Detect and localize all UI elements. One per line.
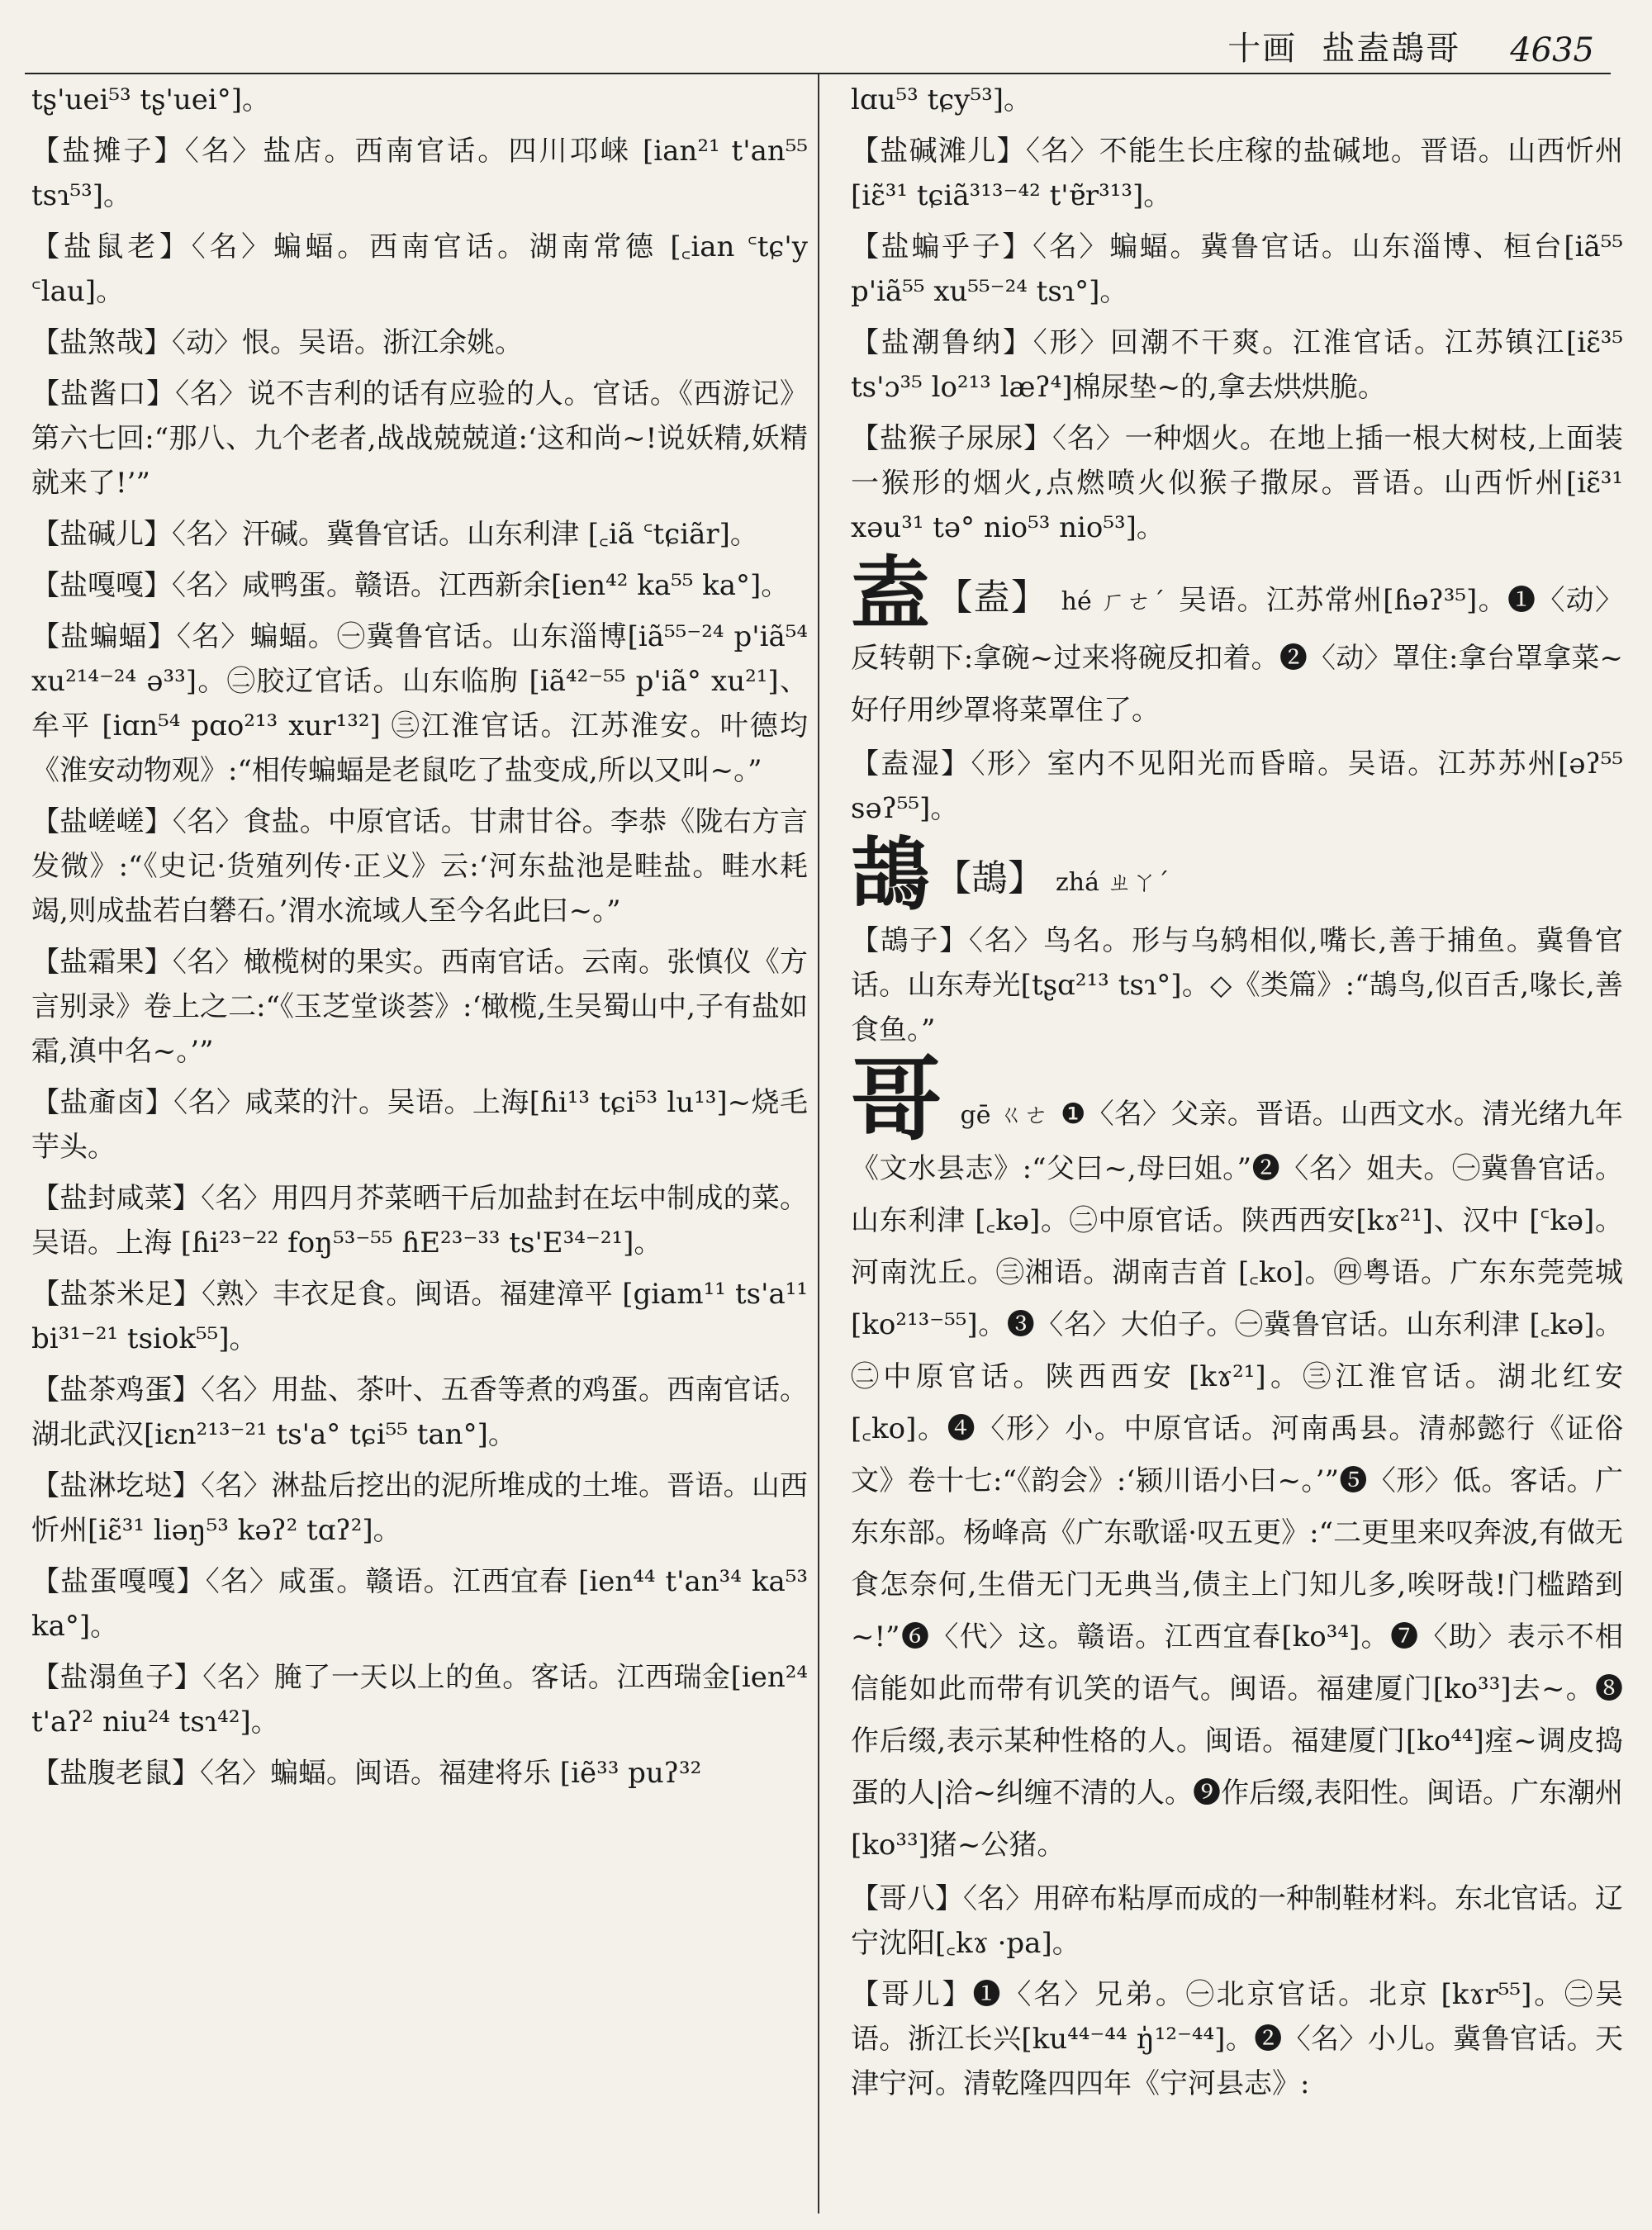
entry: 【盐煞哉】〈动〉恨。吴语。浙江余姚。 — [31, 326, 523, 359]
trad-form: 【盍】 — [936, 576, 1049, 619]
definition: 吴语。江苏常州[ɦəʔ³⁵]。❶〈动〉反转朝下:拿碗~过来将碗反扣着。❷〈动〉罩住:拿台罩拿菜~好仔用纱罩将菜罩住了。 — [851, 584, 1623, 727]
trad-form: 【鴶】 — [935, 857, 1044, 899]
entry: 【哥八】〈名〉用碎布粘厚而成的一种制鞋材料。东北官话。辽宁沈阳[꜀kɤ ·pa]。 — [851, 1882, 1623, 1960]
left-column — [31, 78, 808, 2213]
entry: 【盐鼠老】〈名〉蝙蝠。西南官话。湖南常德 [꜀ian ꜂tɕ'y ꜂lau]。 — [31, 230, 808, 308]
header-chars: 盐盍鴶哥 — [1322, 30, 1461, 68]
entry: 【哥儿】❶〈名〉兄弟。㊀北京官话。北京 [kɤr⁵⁵]。㊁吴语。浙江长兴[ku⁴⁴⁻⁴⁴ ŋ̍¹²⁻⁴⁴]。❷〈名〉小儿。冀鲁官话。天津宁河。清乾隆四四年《宁河县志》: — [851, 1978, 1623, 2100]
entry: 【盍湿】〈形〉室内不见阳光而昏暗。吴语。江苏苏州[əʔ⁵⁵ səʔ⁵⁵]。 — [851, 747, 1623, 825]
pinyin: gē ㄍㄜ — [960, 1101, 1049, 1130]
page-header — [1227, 12, 1594, 69]
char-entry-he — [851, 547, 1623, 735]
entry: 【盐茶米足】〈熟〉丰衣足食。闽语。福建漳平 [giam¹¹ ts'a¹¹ bi³¹⁻²¹ tsiok⁵⁵]。 — [31, 1278, 808, 1355]
pinyin: hé ㄏㄜˊ — [1061, 587, 1166, 616]
entry: 【盐淋圪垯】〈名〉淋盐后挖出的泥所堆成的土堆。晋语。山西忻州[iɛ̃³¹ liəŋ⁵³ kəʔ² tɑʔ²]。 — [31, 1469, 808, 1547]
entry: 【盐嵯嵯】〈名〉食盐。中原官话。甘肃甘谷。李恭《陇右方言发微》:“《史记·货殖列传·正义》云:‘河东盐池是畦盐。畦水耗竭,则成盐若白礬石。’渭水流域人至今名此曰~。” — [31, 805, 808, 928]
entry: tʂ'uei⁵³ tʂ'uei°]。 — [31, 83, 271, 116]
entry: 【盐猴子尿尿】〈名〉一种烟火。在地上插一根大树枝,上面装一猴形的烟火,点燃喷火似猴子撒尿。晋语。山西忻州[iɛ̃³¹ xəu³¹ tə° nio⁵³ nio⁵³]。 — [851, 422, 1623, 544]
entry: 【盐齑卤】〈名〉咸菜的汁。吴语。上海[ɦi¹³ tɕi⁵³ lu¹³]~烧毛芋头。 — [31, 1086, 808, 1164]
entry: 【盐蝙蝠】〈名〉蝙蝠。㊀冀鲁官话。山东淄博[iã⁵⁵⁻²⁴ p'iã⁵⁴ xu²¹⁴⁻²⁴ ə³³]。㊁胶辽官话。山东临朐 [iã⁴²⁻⁵⁵ p'iã° xu²¹]、牟平 [iɑn⁵⁴ pɑo²¹³ xur¹³²] ㊂江淮官话。江苏淮安。叶德均《淮安动物观》:“相传蝙蝠是老鼠吃了盐变成,所以又叫~。” — [31, 620, 808, 787]
entry: 【盐摊子】〈名〉盐店。西南官话。四川邛崃 [ian²¹ t'an⁵⁵ tsɿ⁵³]。 — [31, 135, 808, 212]
entry: 【盐潮鲁纳】〈形〉回潮不干爽。江淮官话。江苏镇江[iɛ̃³⁵ ts'ɔ³⁵ lo²¹³ læʔ⁴]棉尿垫~的,拿去烘烘脆。 — [851, 326, 1623, 404]
entry: 【盐腹老鼠】〈名〉蝙蝠。闽语。福建将乐 [iẽ³³ puʔ³² — [31, 1757, 702, 1790]
char-entry-ge — [851, 1046, 1623, 1870]
entry: 【盐碱滩儿】〈名〉不能生长庄稼的盐碱地。晋语。山西忻州[iɛ̃³¹ tɕiã³¹³⁻⁴² t'ɐ̃r³¹³]。 — [851, 135, 1623, 212]
head-char: 哥 — [851, 1046, 942, 1153]
char-entry-zha — [851, 828, 1623, 921]
entry: 【盐封咸菜】〈名〉用四月芥菜晒干后加盐封在坛中制成的菜。吴语。上海 [ɦi²³⁻²² foŋ⁵³⁻⁵⁵ ɦE²³⁻³³ ts'E³⁴⁻²¹]。 — [31, 1182, 808, 1260]
stroke-count: 十画 — [1227, 30, 1298, 68]
entry: 【盐蝙乎子】〈名〉蝙蝠。冀鲁官话。山东淄博、桓台[iã⁵⁵ p'iã⁵⁵ xu⁵⁵⁻²⁴ tsɿ°]。 — [851, 230, 1623, 308]
head-char: 鴶 — [851, 828, 930, 921]
column-divider — [818, 74, 819, 2213]
entry: 【盐酱口】〈名〉说不吉利的话有应验的人。官话。《西游记》第六七回:“那八、九个老者,战战兢兢道:‘这和尚~!说妖精,妖精就来了!’” — [31, 377, 808, 500]
entry: 【盐茶鸡蛋】〈名〉用盐、茶叶、五香等煮的鸡蛋。西南官话。湖北武汉[iɛn²¹³⁻²¹ ts'a° tɕi⁵⁵ tan°]。 — [31, 1374, 808, 1451]
entry: 【盐蛋嘎嘎】〈名〉咸蛋。赣语。江西宜春 [ien⁴⁴ t'an³⁴ ka⁵³ ka°]。 — [31, 1565, 808, 1643]
entry: 【盐碱儿】〈名〉汗碱。冀鲁官话。山东利津 [꜀iã ꜂tɕiãr]。 — [31, 518, 758, 551]
entry: 【盐霜果】〈名〉橄榄树的果实。西南官话。云南。张慎仪《方言别录》卷上之二:“《玉芝堂谈荟》:‘橄榄,生吴蜀山中,子有盐如霜,滇中名~。’” — [31, 946, 808, 1068]
page-number: 4635 — [1510, 31, 1594, 69]
definition: ❶〈名〉父亲。晋语。山西文水。清光绪九年《文水县志》:“父曰~,母曰姐。”❷〈名〉姐夫。㊀冀鲁官话。山东利津 [꜀kə]。㊁中原官话。陕西西安[kɤ²¹]、汉中 [꜂kə]。河南沈丘。㊂湘语。湖南吉首 [꜀ko]。㊃粤语。广东东莞莞城[ko²¹³⁻⁵⁵]。❸〈名〉大伯子。㊀冀鲁官话。山东利津 [꜀kə]。㊁中原官话。陕西西安 [kɤ²¹]。㊂江淮官话。湖北红安 [꜀ko]。❹〈形〉小。中原官话。河南禹县。清郝懿行《证俗文》卷十七:“《韵会》:‘颍川语小曰~。’”❺〈形〉低。客话。广东东部。杨峰高《广东歌谣·叹五更》:“二更里来叹奔波,有做无食怎奈何,生借无门无典当,债主上门知儿多,唉呀哉!门槛踏到~!”❻〈代〉这。赣语。江西宜春[ko³⁴]。❼〈助〉表示不相信能如此而带有讥笑的语气。闽语。福建厦门[ko³³]去~。❽作后缀,表示某种性格的人。闽语。福建厦门[ko⁴⁴]痓~调皮捣蛋的人|洽~纠缠不清的人。❾作后缀,表阳性。闽语。广东潮州[ko³³]猪~公猪。 — [851, 1098, 1623, 1862]
entry: 【盐嘎嘎】〈名〉咸鸭蛋。赣语。江西新余[ien⁴² ka⁵⁵ ka°]。 — [31, 569, 790, 602]
entry: 【盐溻鱼子】〈名〉腌了一天以上的鱼。客话。江西瑞金[ien²⁴ t'aʔ² niu²⁴ tsɿ⁴²]。 — [31, 1661, 808, 1739]
entry: 【鴶子】〈名〉鸟名。形与乌鸫相似,嘴长,善于捕鱼。冀鲁官话。山东寿光[tʂɑ²¹³ tsɿ°]。◇《类篇》:“鴶鸟,似百舌,喙长,善食鱼。” — [851, 924, 1623, 1046]
head-char: 盍 — [851, 547, 932, 640]
pinyin: zhá ㄓㄚˊ — [1056, 868, 1170, 897]
right-column — [851, 78, 1623, 2213]
entry: lɑu⁵³ tɕy⁵³]。 — [851, 83, 1032, 116]
